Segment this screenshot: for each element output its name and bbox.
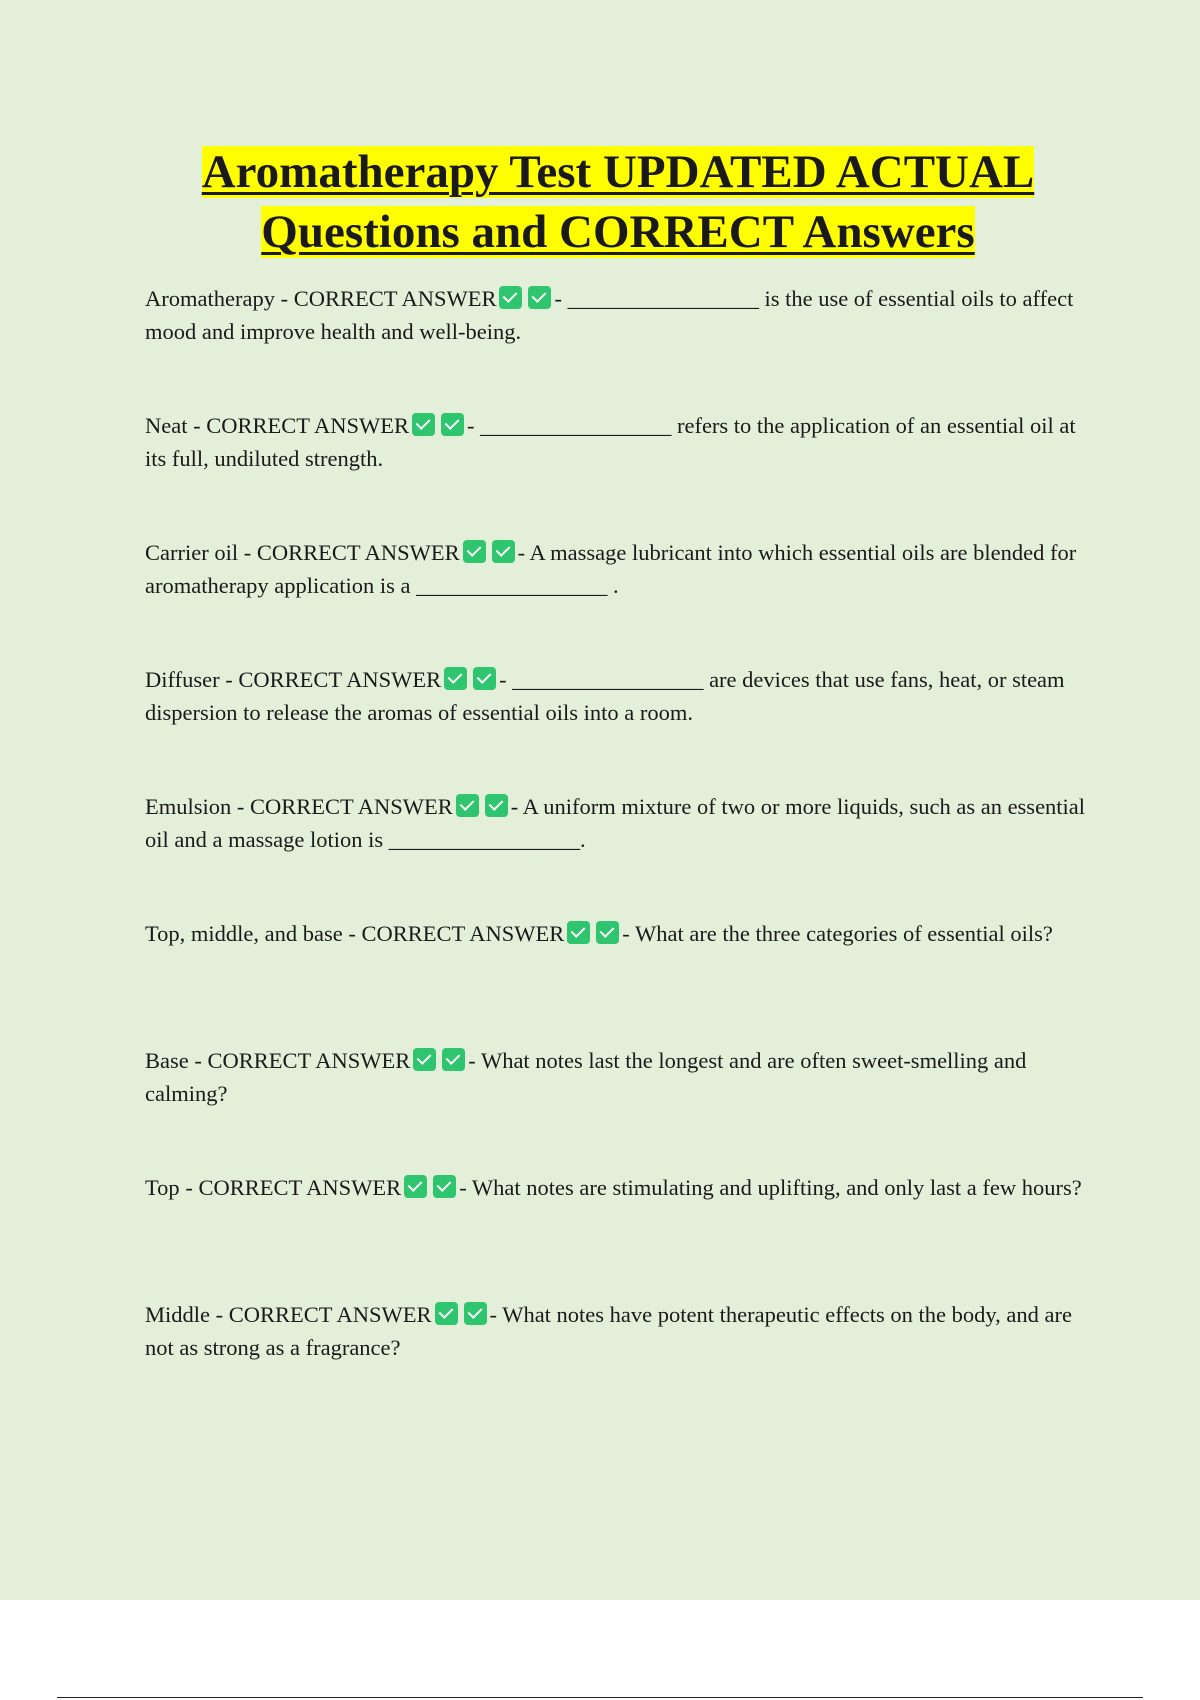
qa-answer: Emulsion <box>145 794 232 819</box>
qa-question: - A uniform mixture of two or more liquids, such as an essential oil and a massage lotion is _________________. <box>145 794 1086 852</box>
answer-marker: CORRECT ANSWER <box>250 794 453 819</box>
qa-item: Top, middle, and base - CORRECT ANSWER - What are the three categories of essential oils? <box>145 921 1053 946</box>
green-checkbox-icon <box>435 1302 458 1325</box>
qa-question: - What notes last the longest and are often sweet-smelling and calming? <box>145 1048 1027 1106</box>
qa-item: Emulsion - CORRECT ANSWER - A uniform mixture of two or more liquids, such as an essential oil and a massage lotion is _________________. <box>145 794 1086 852</box>
qa-answer: Base <box>145 1048 189 1073</box>
qa-item: Neat - CORRECT ANSWER - _________________ refers to the application of an essential oil at its full, undiluted strength. <box>145 413 1076 471</box>
qa-question: - What notes have potent therapeutic effects on the body, and are not as strong as a fragrance? <box>145 1302 1072 1360</box>
answer-marker: CORRECT ANSWER <box>207 1048 411 1073</box>
answer-marker: CORRECT ANSWER <box>206 413 409 438</box>
green-checkbox-icon <box>456 794 479 817</box>
green-checkbox-icon <box>433 1175 456 1198</box>
qa-question: - _________________ refers to the application of an essential oil at its full, undiluted strength. <box>145 413 1076 471</box>
qa-question: - _________________ are devices that use fans, heat, or steam dispersion to release the aromas of essential oils into a room. <box>145 667 1065 725</box>
green-checkbox-icon <box>528 286 551 309</box>
title-line-2: Questions and CORRECT Answers <box>261 206 975 258</box>
green-checkbox-icon <box>567 921 590 944</box>
qa-answer: Top <box>145 1175 180 1200</box>
green-checkbox-icon <box>499 286 522 309</box>
answer-marker: CORRECT ANSWER <box>361 921 565 946</box>
green-checkbox-icon <box>473 667 496 690</box>
green-checkbox-icon <box>444 667 467 690</box>
qa-answer: Aromatherapy <box>145 286 275 311</box>
qa-answer: Top, middle, and base <box>145 921 343 946</box>
qa-item: Carrier oil - CORRECT ANSWER - A massage lubricant into which essential oils are blended for aromatherapy application is a _________________ . <box>145 540 1077 598</box>
qa-list <box>145 283 1095 1426</box>
qa-answer: Diffuser <box>145 667 220 692</box>
qa-question: - A massage lubricant into which essential oils are blended for aromatherapy application is a _________________ . <box>145 540 1077 598</box>
qa-answer: Neat <box>145 413 188 438</box>
qa-answer: Middle <box>145 1302 210 1327</box>
green-checkbox-icon <box>441 413 464 436</box>
qa-item: Aromatherapy - CORRECT ANSWER - _________________ is the use of essential oils to affect mood and improve health and well-being. <box>145 286 1074 344</box>
qa-question: - What notes are stimulating and uplifting, and only last a few hours? <box>459 1175 1082 1200</box>
title-line-1: Aromatherapy Test UPDATED ACTUAL <box>201 146 1035 198</box>
answer-marker: CORRECT ANSWER <box>198 1175 402 1200</box>
qa-answer: Carrier oil <box>145 540 239 565</box>
footer-rule <box>57 1697 1143 1698</box>
green-checkbox-icon <box>412 413 435 436</box>
green-checkbox-icon <box>492 540 515 563</box>
green-checkbox-icon <box>464 1302 487 1325</box>
qa-question: - What are the three categories of essential oils? <box>622 921 1053 946</box>
qa-question: - _________________ is the use of essential oils to affect mood and improve health and well-being. <box>145 286 1074 344</box>
answer-marker: CORRECT ANSWER <box>238 667 442 692</box>
answer-marker: CORRECT ANSWER <box>256 540 460 565</box>
document-title <box>120 142 1116 262</box>
green-checkbox-icon <box>404 1175 427 1198</box>
green-checkbox-icon <box>442 1048 465 1071</box>
qa-item: Top - CORRECT ANSWER - What notes are stimulating and uplifting, and only last a few hours? <box>145 1175 1082 1200</box>
answer-marker: CORRECT ANSWER <box>228 1302 432 1327</box>
qa-item: Base - CORRECT ANSWER - What notes last the longest and are often sweet-smelling and calming? <box>145 1048 1027 1106</box>
green-checkbox-icon <box>413 1048 436 1071</box>
qa-item: Middle - CORRECT ANSWER - What notes have potent therapeutic effects on the body, and are not as strong as a fragrance? <box>145 1302 1072 1360</box>
green-checkbox-icon <box>596 921 619 944</box>
answer-marker: CORRECT ANSWER <box>293 286 497 311</box>
green-checkbox-icon <box>485 794 508 817</box>
qa-item: Diffuser - CORRECT ANSWER - _________________ are devices that use fans, heat, or steam dispersion to release the aromas of essential oils into a room. <box>145 667 1065 725</box>
green-checkbox-icon <box>463 540 486 563</box>
